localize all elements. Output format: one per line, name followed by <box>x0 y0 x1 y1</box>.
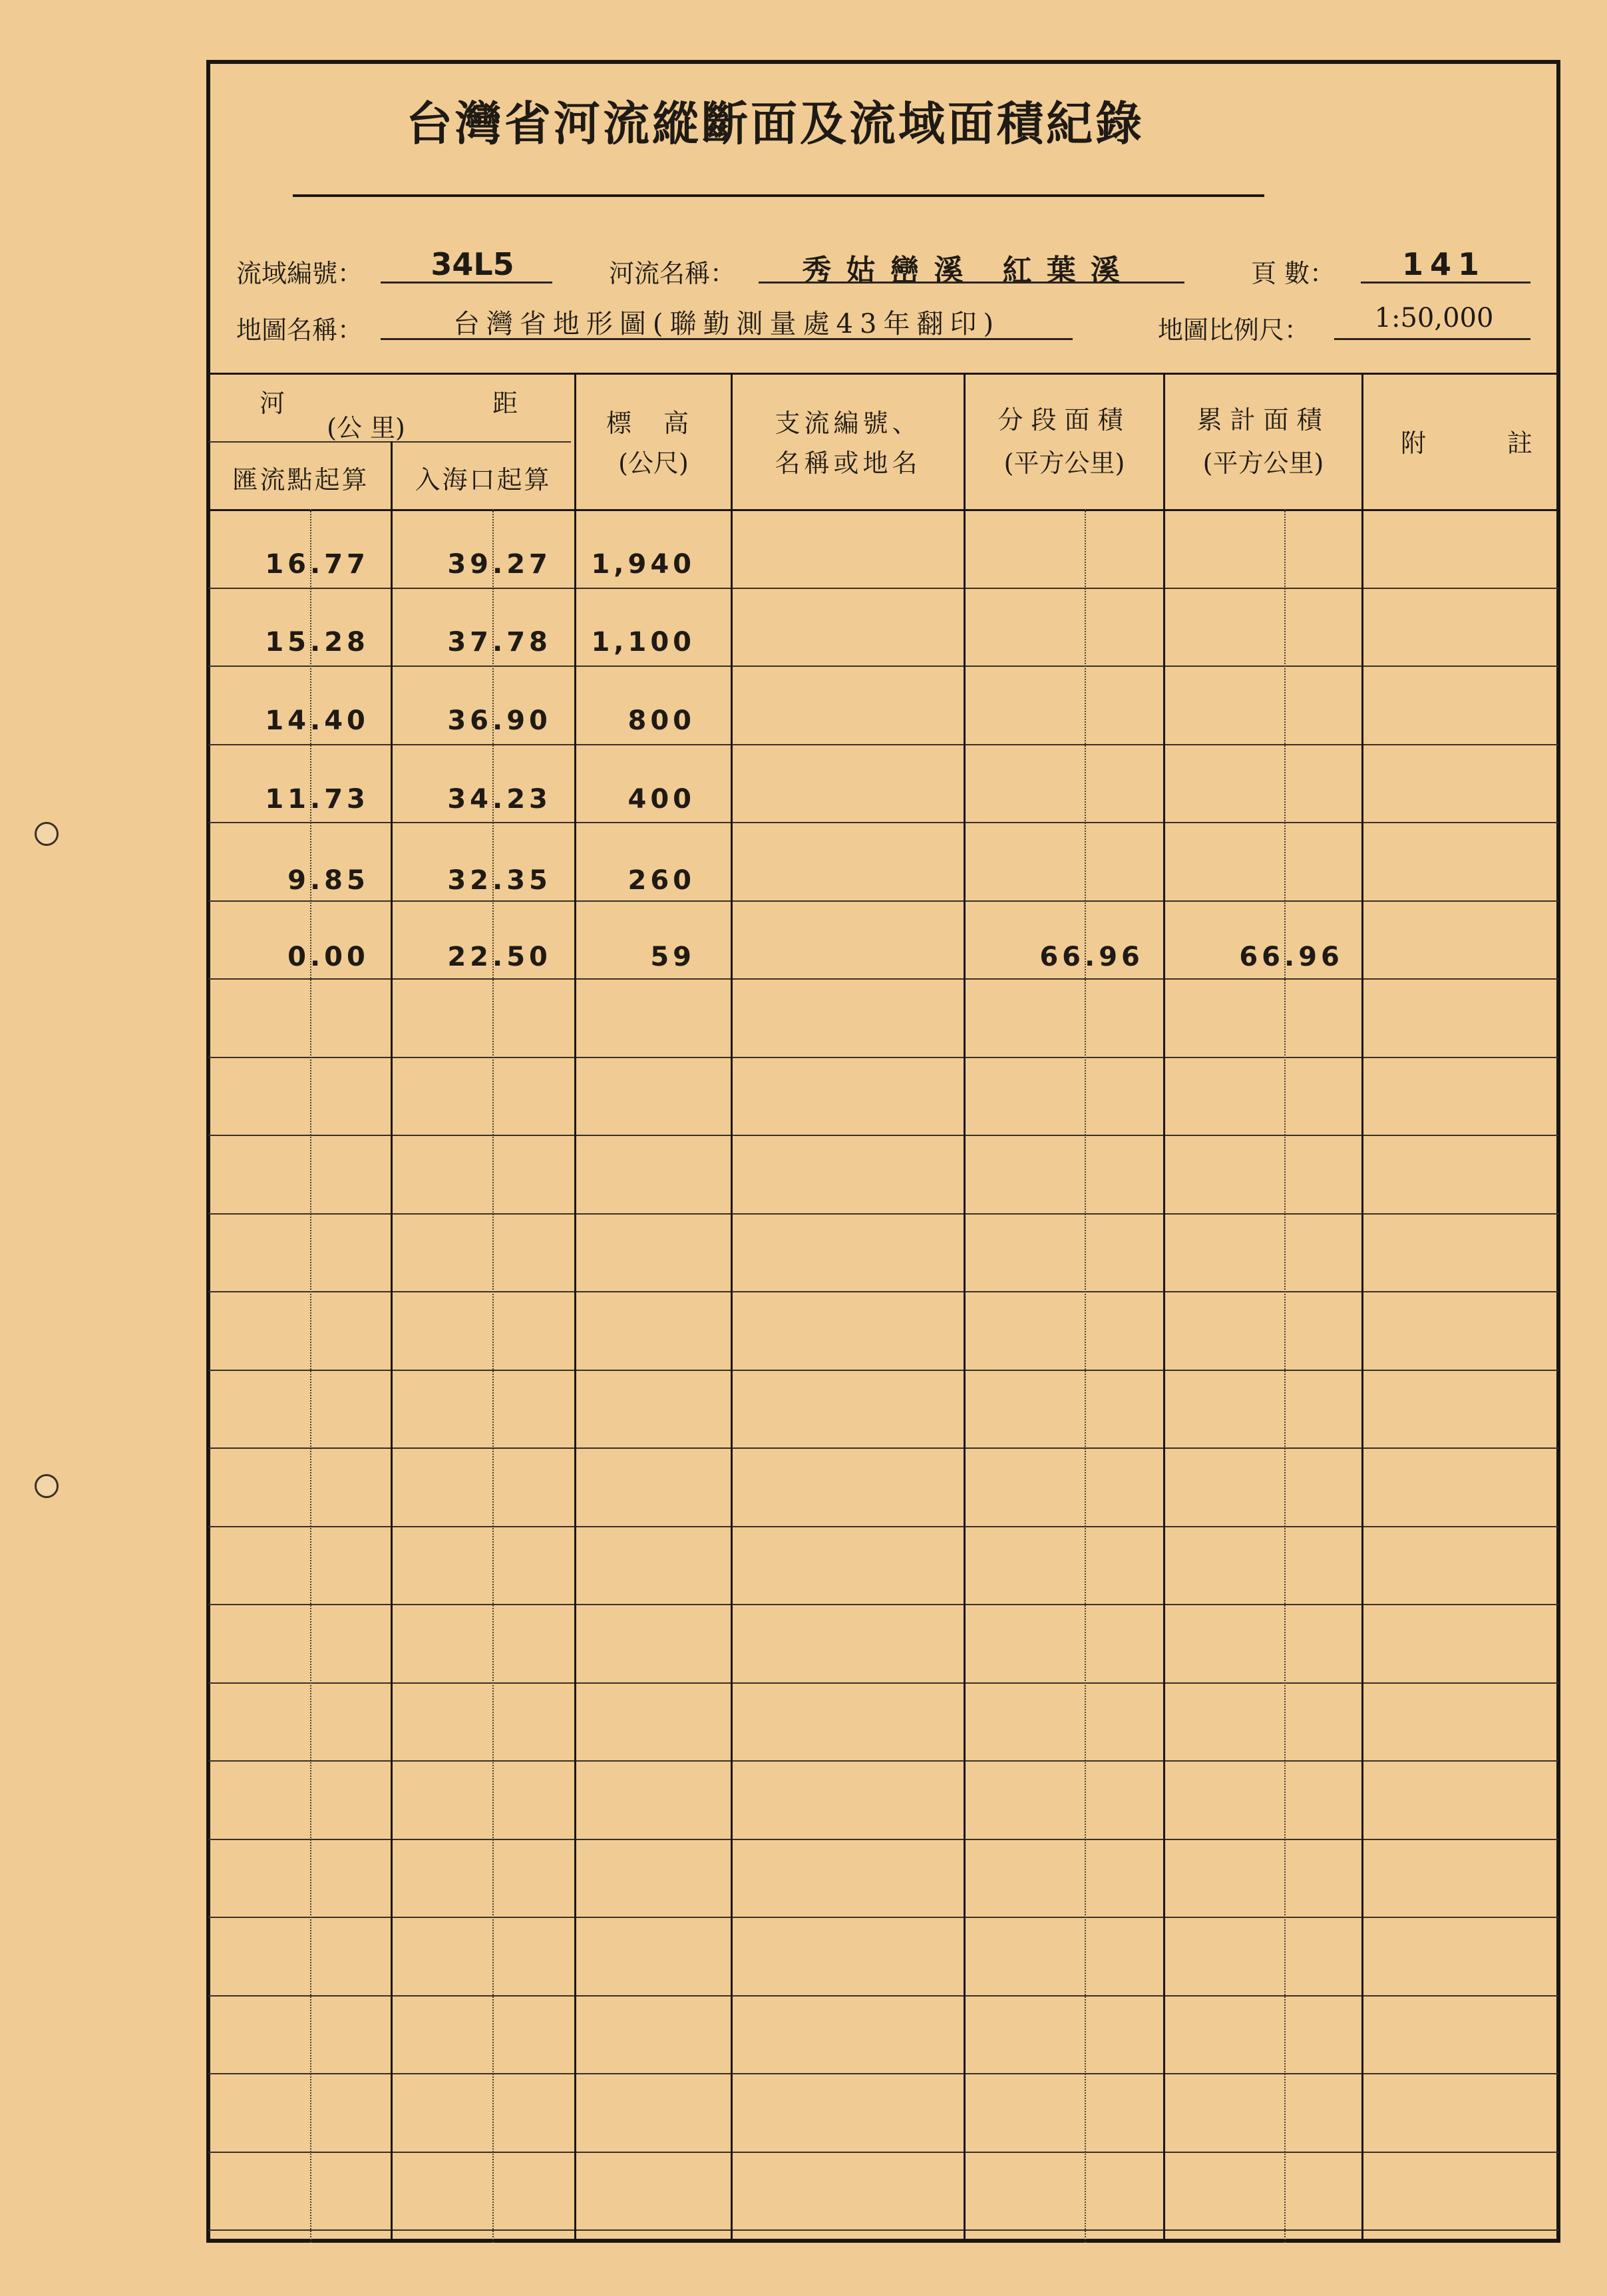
header-remarks-b: 註 <box>1507 429 1533 458</box>
cell-elevation: 1,100 <box>591 627 695 658</box>
row-rule <box>208 822 1558 823</box>
col-rule-remarks <box>1361 373 1363 2243</box>
decimal-guide-3 <box>1085 509 1086 2243</box>
row-rule <box>208 2073 1558 2074</box>
map-name-label: 地圖名稱： <box>236 315 363 345</box>
basin-no-value: 34L5 <box>431 246 514 282</box>
decimal-guide-2 <box>492 509 494 2243</box>
row-rule <box>208 1135 1558 1136</box>
cell-elevation: 400 <box>627 784 695 815</box>
header-from-estuary: 入海口起算 <box>415 465 552 494</box>
row-rule <box>208 1682 1558 1684</box>
cell-from-estuary: 32.35 <box>447 865 552 896</box>
header-section-area-unit: (平方公里) <box>1003 449 1125 478</box>
row-rule <box>208 1995 1558 1997</box>
header-distance-unit: (公 里) <box>327 413 405 443</box>
page-no-value: 141 <box>1401 246 1487 282</box>
header-bottom-rule <box>208 509 1558 511</box>
header-from-confluence: 匯流點起算 <box>232 465 369 494</box>
col-rule-tributary <box>731 373 733 2243</box>
header-tributary-line2: 名稱或地名 <box>775 449 922 478</box>
form-title: 台灣省河流縱斷面及流域面積紀錄 <box>406 96 1145 151</box>
header-cumulative-area-unit: (平方公里) <box>1202 449 1324 478</box>
header-elevation: 標 高 <box>606 409 701 438</box>
row-rule <box>208 1291 1558 1292</box>
cell-from-estuary: 22.50 <box>447 942 552 972</box>
cell-from-confluence: 16.77 <box>265 549 369 580</box>
cell-elevation: 260 <box>627 865 695 896</box>
cell-section-area: 66.96 <box>1039 942 1144 972</box>
title-underline <box>293 194 1264 197</box>
basin-no-label: 流域編號： <box>236 259 363 288</box>
cell-from-estuary: 37.78 <box>447 627 552 658</box>
map-scale-label: 地圖比例尺： <box>1158 315 1310 345</box>
row-rule <box>208 2152 1558 2153</box>
col-rule-cumulative-area <box>1163 373 1165 2243</box>
row-rule <box>208 1370 1558 1371</box>
header-distance-a: 河 <box>260 389 285 418</box>
header-remarks-a: 附 <box>1401 429 1427 458</box>
map-scale-underline <box>1334 338 1530 340</box>
decimal-guide-4 <box>1284 509 1286 2243</box>
header-distance-b: 距 <box>492 389 518 418</box>
cell-from-confluence: 11.73 <box>265 784 369 815</box>
cell-from-estuary: 39.27 <box>447 549 552 580</box>
cell-from-estuary: 36.90 <box>447 705 552 736</box>
map-name-underline <box>381 338 1073 340</box>
basin-no-underline <box>381 282 552 284</box>
row-rule <box>208 1447 1558 1449</box>
decimal-guide-1 <box>310 509 311 2243</box>
row-rule <box>208 1917 1558 1918</box>
cell-from-confluence: 0.00 <box>287 942 369 972</box>
header-tributary-line1: 支流編號、 <box>775 409 922 438</box>
cell-from-confluence: 15.28 <box>265 627 369 658</box>
record-form-frame <box>206 60 1560 2243</box>
cell-from-estuary: 34.23 <box>447 784 552 815</box>
cell-elevation: 1,940 <box>591 549 695 580</box>
header-elevation-unit: (公尺) <box>618 449 689 478</box>
page-label: 頁 數： <box>1251 259 1336 288</box>
river-name-value: 秀姑巒溪 紅葉溪 <box>802 254 1135 287</box>
row-rule <box>208 1057 1558 1058</box>
cell-elevation: 59 <box>650 942 695 972</box>
row-rule <box>208 588 1558 589</box>
row-rule <box>208 1213 1558 1215</box>
row-rule <box>208 2229 1558 2231</box>
col-rule-elevation <box>574 373 576 2243</box>
row-rule <box>208 1760 1558 1762</box>
binder-hole-bottom <box>35 1474 59 1498</box>
cell-from-confluence: 14.40 <box>265 705 369 736</box>
row-rule <box>208 978 1558 980</box>
row-rule <box>208 666 1558 667</box>
row-rule <box>208 744 1558 745</box>
header-section-area: 分段面積 <box>997 405 1131 435</box>
map-scale-value: 1:50,000 <box>1374 303 1494 333</box>
page-no-underline <box>1361 282 1530 284</box>
cell-from-confluence: 9.85 <box>287 865 369 896</box>
map-name-value: 台灣省地形圖(聯勤測量處43年翻印) <box>452 309 1001 339</box>
river-name-label: 河流名稱： <box>609 259 736 288</box>
row-rule <box>208 1604 1558 1605</box>
binder-hole-top <box>35 822 59 846</box>
col-rule-section-area <box>964 373 966 2243</box>
row-rule <box>208 900 1558 902</box>
river-name-underline <box>759 282 1184 284</box>
header-cumulative-area: 累計面積 <box>1196 405 1330 435</box>
row-rule <box>208 1526 1558 1527</box>
col-rule-distance <box>391 441 393 2243</box>
table-top-rule <box>208 373 1558 375</box>
cell-elevation: 800 <box>627 705 695 736</box>
cell-cumulative-area: 66.96 <box>1239 942 1343 972</box>
row-rule <box>208 1839 1558 1840</box>
